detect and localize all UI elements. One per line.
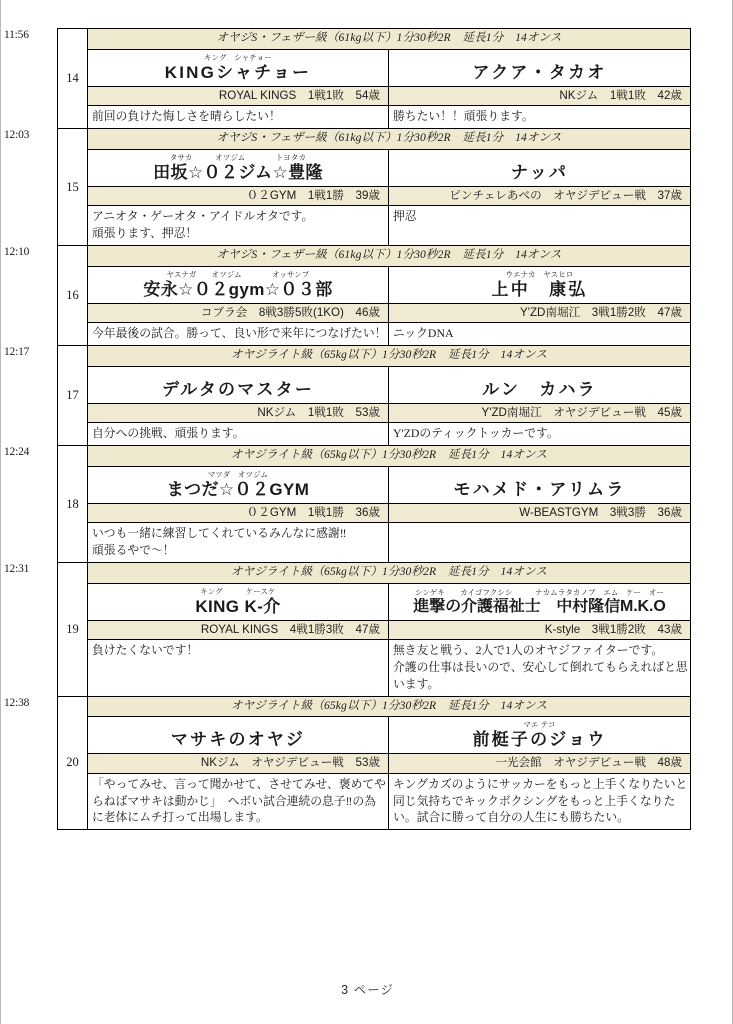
fighter-gym-record: コブラ会 8戦3勝5敗(1KO) 46歳	[88, 303, 388, 323]
fighter-name: 前梃子のジョウ	[472, 730, 607, 750]
fighter-name-zone	[88, 50, 388, 86]
fighter-name-zone	[389, 150, 690, 186]
bout-body	[88, 129, 690, 245]
fighter-comment-line: アニオタ・ゲーオタ・アイドルオタです。	[92, 209, 314, 224]
fighter-name-ruby: キング シャチョー	[204, 53, 272, 62]
fighter-name-ruby	[395, 471, 684, 480]
bout-start-time: 12:03	[4, 129, 30, 142]
fighter-comment-line: 介護の仕事は長いので、安心して倒れてもらえればと思	[393, 660, 688, 675]
fighter-gym-record: Y'ZD南堀江 3戦1勝2敗 47歳	[389, 303, 690, 323]
fighter-comment-line: いつも一緒に練習してくれているみんなに感謝‼	[92, 526, 347, 541]
fighter-name-ruby	[94, 371, 382, 380]
fighter-name-ruby: ヤスナガ オツジム オッサンブ	[166, 270, 310, 279]
bout-body	[88, 697, 690, 829]
bout-body	[88, 563, 690, 695]
bout-start-time: 12:38	[4, 696, 30, 709]
corner-pair	[88, 367, 690, 445]
fighter-gym-record: W-BEASTGYM 3戦3勝 36歳	[389, 503, 690, 523]
corner-pair	[88, 150, 690, 245]
bout-number: 19	[58, 563, 88, 695]
fighter-corner-left	[88, 467, 389, 562]
fighter-corner-right	[389, 150, 690, 245]
fighter-gym-record: ０２GYM 1戦1勝 36歳	[88, 503, 388, 523]
fighter-comment-line: Y'ZDのティックトッカーです。	[393, 426, 559, 441]
fighter-comment-line: キングカズのようにサッカーをもっと上手くなりたいと	[393, 776, 688, 791]
fighter-name: 田坂☆０２ジム☆豊隆	[153, 162, 323, 182]
fighter-comment-line: 今年最後の試合。勝って、良い形で来年につなげたい！	[92, 326, 387, 341]
fighter-corner-left	[88, 267, 389, 345]
fighter-comment	[88, 423, 388, 445]
fighter-comment	[389, 206, 690, 245]
fighter-comment	[88, 323, 388, 345]
fighter-comment-line: 同じ気持ちでキックボクシングをもっと上手くなりた	[393, 793, 676, 808]
corner-pair	[88, 267, 690, 345]
fighter-corner-left	[88, 584, 389, 696]
fighter-name: ナッパ	[510, 162, 569, 182]
fighter-name: KINGシャチョー	[164, 62, 312, 82]
bout-card-list	[4, 28, 691, 830]
fighter-name-zone	[88, 267, 388, 303]
fighter-comment-line: らねばマサキは動かじ」 ヘボい試合連続の息子‼の為	[92, 793, 376, 808]
fighter-corner-left	[88, 50, 389, 128]
fighter-corner-left	[88, 367, 389, 445]
bout-number: 14	[58, 29, 88, 128]
fighter-name: モハメド・アリムラ	[453, 480, 626, 500]
bout-start-time: 12:31	[4, 563, 30, 576]
bout-body	[88, 29, 690, 128]
fighter-comment	[88, 523, 388, 562]
corner-pair	[88, 467, 690, 562]
fighter-comment	[389, 106, 690, 128]
corner-pair	[88, 717, 690, 829]
fighter-corner-right	[389, 267, 690, 345]
fighter-comment	[88, 774, 388, 829]
fighter-name-ruby	[94, 721, 382, 730]
fighter-comment-line: 自分への挑戦、頑張ります。	[92, 426, 245, 441]
fighter-gym-record: ROYAL KINGS 4戦1勝3敗 47歳	[88, 620, 388, 640]
fighter-name-ruby: マツダ オツジム	[207, 471, 269, 480]
fighter-name-ruby	[395, 154, 684, 163]
fighter-name: 安永☆０２gym☆０３部	[143, 279, 333, 299]
fighter-gym-record: NKジム オヤジデビュー戦 53歳	[88, 753, 388, 773]
fighter-comment-line: 勝ちたい！！頑張ります。	[393, 109, 534, 124]
fighter-comment-line: に老体にムチ打って出場します。	[92, 810, 268, 825]
fighter-name: 上中 康弘	[491, 279, 588, 299]
fighter-corner-right	[389, 467, 690, 562]
fighter-gym-record: ROYAL KINGS 1戦1敗 54歳	[88, 86, 388, 106]
bout-number: 16	[58, 246, 88, 345]
fighter-gym-record: ピンチェレあべの オヤジデビュー戦 37歳	[389, 186, 690, 206]
fighter-comment-line: い。試合に勝って自分の人生にも勝ちたい。	[393, 810, 629, 825]
fighter-comment	[88, 106, 388, 128]
fighter-name-zone	[88, 717, 388, 753]
fighter-name: 進撃の介護福祉士 中村隆信M.K.O	[413, 598, 666, 616]
fighter-name-zone	[88, 367, 388, 403]
fighter-comment	[88, 206, 388, 245]
fighter-name-zone	[88, 467, 388, 503]
bout-row	[4, 345, 691, 445]
fighter-name-zone	[88, 150, 388, 186]
fighter-name-zone	[389, 717, 690, 753]
fighter-comment-line: 頑張ります、押忍！	[92, 225, 198, 240]
bout-number: 17	[58, 346, 88, 445]
fighter-gym-record: NKジム 1戦1敗 53歳	[88, 403, 388, 423]
fighter-name-zone	[389, 367, 690, 403]
fighter-comment-line: 押忍	[393, 209, 417, 224]
fighter-name-zone	[88, 584, 388, 620]
fighter-corner-right	[389, 717, 690, 829]
fighter-gym-record: Y'ZD南堀江 オヤジデビュー戦 45歳	[389, 403, 690, 423]
bout-row	[4, 562, 691, 695]
fighter-name-ruby: マエ テコ	[523, 721, 556, 730]
fighter-name: デルタのマスター	[161, 379, 315, 399]
fighter-name-zone	[389, 50, 690, 86]
bout-start-time: 12:24	[4, 446, 30, 459]
fighter-name: まつだ☆０２GYM	[166, 480, 310, 500]
fighter-comment-line: 「やってみせ、言って聞かせて、させてみせ、褒めてや	[92, 776, 386, 791]
fighter-comment-line: ニックDNA	[393, 326, 454, 341]
bout-number: 18	[58, 446, 88, 562]
fighter-name-zone	[389, 467, 690, 503]
fighter-comment-line: 無き友と戦う、2人で1人のオヤジファイターです。	[393, 643, 664, 658]
bout-row	[4, 28, 691, 128]
fighter-name: マサキのオヤジ	[170, 730, 306, 750]
bout-body	[88, 446, 690, 562]
bout-start-time: 12:17	[4, 346, 30, 359]
fighter-comment	[389, 423, 690, 445]
fighter-name-ruby	[395, 371, 684, 380]
fighter-name-ruby	[395, 54, 684, 63]
weight-class-band: オヤジS・フェザー級（61kg以下）1分30秒2R 延長1分 14オンス	[88, 246, 690, 267]
weight-class-band: オヤジライト級（65kg以下）1分30秒2R 延長1分 14オンス	[88, 346, 690, 367]
fighter-gym-record: ０２GYM 1戦1勝 39歳	[88, 186, 388, 206]
fighter-name-zone	[389, 267, 690, 303]
bout-body	[88, 246, 690, 345]
fighter-corner-left	[88, 717, 389, 829]
page-footer: 3 ページ	[341, 983, 394, 997]
fighter-corner-right	[389, 584, 690, 696]
weight-class-band: オヤジS・フェザー級（61kg以下）1分30秒2R 延長1分 14オンス	[88, 29, 690, 50]
fighter-comment	[389, 774, 690, 829]
fighter-comment	[389, 523, 690, 562]
fighter-comment-line: います。	[393, 676, 440, 691]
fighter-corner-right	[389, 367, 690, 445]
bout-start-time: 11:56	[4, 29, 29, 41]
fighter-name-ruby: シンゲキ カイゴフクシシ ナカムラタカノブ エム ケー オー	[414, 589, 664, 598]
bout-number: 15	[58, 129, 88, 245]
fighter-name-ruby: キング ケースケ	[200, 588, 276, 597]
weight-class-band: オヤジライト級（65kg以下）1分30秒2R 延長1分 14オンス	[88, 446, 690, 467]
bout-row	[4, 696, 691, 830]
fighter-name-ruby: ウエナカ ヤスヒロ	[505, 270, 574, 279]
bout-row	[4, 245, 691, 345]
fighter-comment-line: 頑張るやで〜！	[92, 543, 175, 558]
weight-class-band: オヤジライト級（65kg以下）1分30秒2R 延長1分 14オンス	[88, 697, 690, 718]
weight-class-band: オヤジライト級（65kg以下）1分30秒2R 延長1分 14オンス	[88, 563, 690, 584]
fighter-name-ruby: タサカ オツジム トヨタカ	[169, 153, 307, 162]
fighter-name: KING K-介	[195, 597, 281, 617]
fighter-name: ルン カハラ	[482, 379, 597, 399]
fighter-gym-record: 一光会館 オヤジデビュー戦 48歳	[389, 753, 690, 773]
fighter-name: アクア・タカオ	[472, 62, 607, 82]
fighter-comment-line: 前回の負けた悔しさを晴らしたい！	[92, 109, 281, 124]
corner-pair	[88, 584, 690, 696]
fighter-name-zone	[389, 584, 690, 620]
bout-start-time: 12:10	[4, 246, 30, 259]
fighter-gym-record: NKジム 1戦1敗 42歳	[389, 86, 690, 106]
fighter-comment	[389, 323, 690, 345]
fighter-comment	[389, 640, 690, 695]
corner-pair	[88, 50, 690, 128]
fighter-gym-record: K-style 3戦1勝2敗 43歳	[389, 620, 690, 640]
fighter-corner-left	[88, 150, 389, 245]
weight-class-band: オヤジS・フェザー級（61kg以下）1分30秒2R 延長1分 14オンス	[88, 129, 690, 150]
fighter-comment-line: 負けたくないです！	[92, 643, 199, 658]
fighter-corner-right	[389, 50, 690, 128]
bout-row	[4, 445, 691, 562]
fighter-comment	[88, 640, 388, 695]
bout-number: 20	[58, 697, 88, 829]
bout-body	[88, 346, 690, 445]
bout-row	[4, 128, 691, 245]
